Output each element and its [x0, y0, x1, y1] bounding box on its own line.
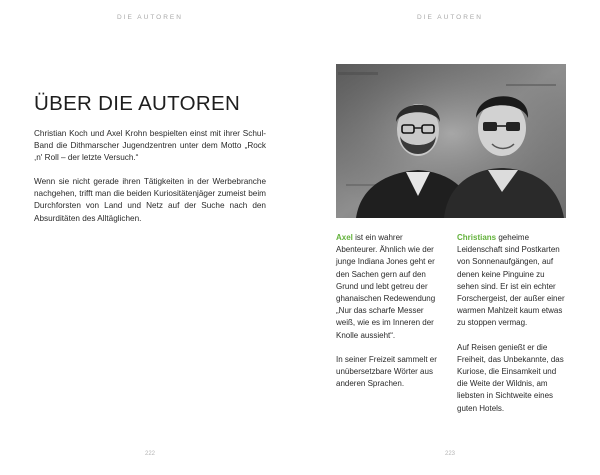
intro-paragraph-1: Christian Koch und Axel Krohn bespielten einst mit ihrer Schul-Band die Dithmarscher Jugendzentren unter dem Motto „Rock ,n' Roll – der letzte Versuch.“ [34, 129, 266, 163]
christian-paragraph-2: Auf Reisen genießt er die Freiheit, das Unbekannte, das Kuriose, die Einsamkeit und die Weite der Wildnis, am liebsten in Sichtweite eines guten Hotels. [457, 342, 564, 413]
page-number-left: 222 [144, 451, 155, 457]
christian-column [457, 232, 565, 427]
intro-paragraph-2: Wenn sie nicht gerade ihren Tätigkeiten in der Werbebranche nachgehen, trifft man die beiden Kuriositätenjäger zumeist beim Durchforsten von Land und Netz auf der Suche nach den Absurditäten des Alltäglichen. [34, 177, 266, 223]
axel-paragraph-1-text: ist ein wahrer Abenteurer. Ähnlich wie der junge Indiana Jones geht er den Sachen gern auf den Grund und lebt getreu der ghanaischen Redewendung „Nur das scharfe Messer weiß, wie es im Inneren der Knolle aussieht“. [336, 233, 436, 340]
running-head-left: DIE AUTOREN [117, 14, 183, 21]
axel-column [336, 232, 444, 402]
authors-photo [336, 64, 566, 218]
axel-paragraph-2: In seiner Freizeit sammelt er unübersetzbare Wörter aus anderen Sprachen. [336, 354, 437, 389]
axel-name: Axel [336, 233, 353, 242]
christian-paragraph-1-text: geheime Leidenschaft sind Postkarten von Sonnenaufgängen, auf denen keine Pinguine zu sehen sind. Er ist ein echter Forschergeist, der außer einer warmen Mahlzeit kaum etwas zu stoppen vermag. [457, 233, 565, 328]
page-title: ÜBER DIE AUTOREN [34, 92, 241, 115]
page-number-right: 223 [444, 451, 455, 457]
christian-name: Christians [457, 233, 497, 242]
right-page [300, 0, 600, 475]
authors-photo-illustration [336, 64, 566, 218]
axel-paragraph-1 [336, 232, 444, 342]
running-head-right: DIE AUTOREN [417, 14, 483, 21]
christian-paragraph-1 [457, 232, 565, 330]
